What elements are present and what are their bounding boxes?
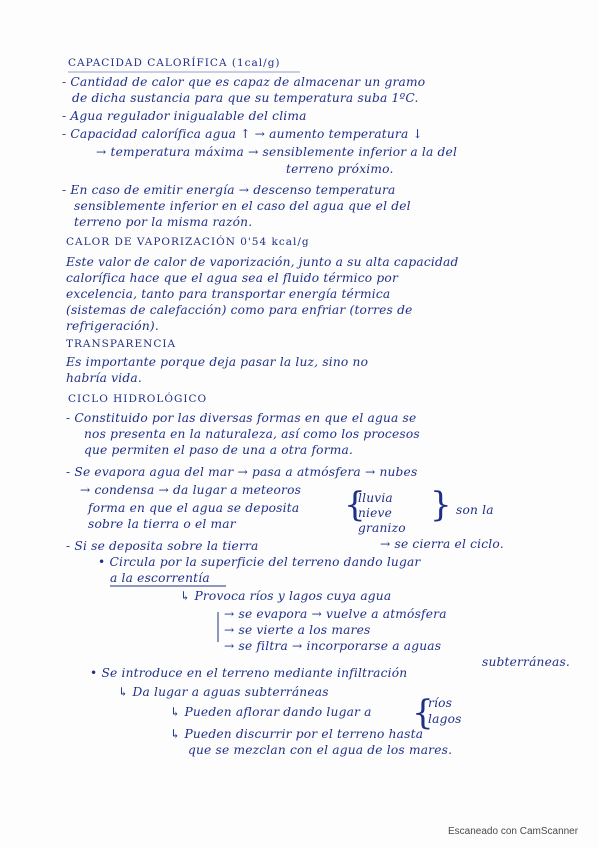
brace-icon: { [344, 485, 366, 525]
note-line: nos presenta en la naturaleza, así como los procesos [84, 427, 420, 441]
note-line: → se vierte a los mares [224, 623, 371, 637]
note-line: - Constituido por las diversas formas en que el agua se [66, 411, 417, 425]
note-line: → se filtra → incorporarse a aguas [224, 639, 442, 653]
note-line: (sistemas de calefacción) como para enfriar (torres de [66, 303, 413, 317]
note-line: ↳ Provoca ríos y lagos cuya agua [180, 589, 392, 603]
note-line: excelencia, tanto para transportar energía térmica [66, 287, 391, 301]
brace-close-icon: } [430, 485, 452, 525]
note-line: terreno próximo. [286, 162, 394, 176]
note-line: son la [456, 503, 494, 517]
note-line: sensiblemente inferior en el caso del agua que el del [74, 199, 411, 213]
section-title-transparencia: TRANSPARENCIA [66, 338, 177, 350]
note-line: ↳ Pueden discurrir por el terreno hasta [170, 727, 424, 741]
note-line: - Capacidad calorífica agua ↑ → aumento temperatura ↓ [62, 127, 423, 141]
meteoro-item: lluvia [358, 491, 393, 505]
note-line: ↳ Da lugar a aguas subterráneas [118, 685, 329, 699]
section-title-capacidad-calorifica: CAPACIDAD CALORÍFICA (1cal/g) [68, 57, 281, 69]
note-line: • Se introduce en el terreno mediante infiltración [90, 666, 408, 680]
note-line: de dicha sustancia para que su temperatura suba 1ºC. [72, 91, 419, 105]
brace-icon: { [412, 693, 434, 733]
note-line: calorífica hace que el agua sea el fluido térmico por [66, 271, 398, 285]
escorrentia-text: a la escorrentía [110, 571, 210, 585]
afloramiento-item: lagos [428, 712, 462, 726]
note-line: que se mezclan con el agua de los mares. [188, 743, 453, 757]
note-line: refrigeración). [66, 319, 159, 333]
note-line: → se evapora → vuelve a atmósfera [224, 607, 447, 621]
note-line: → temperatura máxima → sensiblemente inferior a la del [96, 145, 458, 159]
note-line: forma en que el agua se deposita [88, 501, 300, 515]
note-line: subterráneas. [482, 655, 570, 669]
note-line: Este valor de calor de vaporización, junto a su alta capacidad [66, 255, 459, 269]
note-line: que permiten el paso de una a otra forma. [84, 443, 354, 457]
note-line: - Agua regulador inigualable del clima [62, 109, 307, 123]
note-line: terreno por la misma razón. [74, 215, 253, 229]
afloramiento-item: ríos [428, 696, 453, 710]
note-line: → se cierra el ciclo. [380, 537, 504, 551]
note-line: - Se evapora agua del mar → pasa a atmósfera → nubes [66, 465, 418, 479]
note-line: - Cantidad de calor que es capaz de almacenar un gramo [62, 75, 426, 89]
note-line: → condensa → da lugar a meteoros [80, 483, 302, 497]
note-line: sobre la tierra o el mar [88, 517, 236, 531]
meteoro-item: nieve [358, 506, 393, 520]
section-title-ciclo-hidrologico: CICLO HIDROLÓGICO [68, 393, 208, 405]
scanner-watermark: Escaneado con CamScanner [448, 826, 579, 837]
note-line: - Si se deposita sobre la tierra [66, 539, 259, 553]
meteoro-item: granizo [358, 521, 406, 535]
note-line [110, 572, 210, 584]
note-line: ↳ Pueden aflorar dando lugar a [170, 705, 372, 719]
note-line: habría vida. [66, 371, 142, 385]
section-title-calor-vaporizacion: CALOR DE VAPORIZACIÓN 0'54 kcal/g [66, 236, 310, 248]
note-line: Es importante porque deja pasar la luz, sino no [66, 355, 369, 369]
note-line: - En caso de emitir energía → descenso temperatura [62, 183, 396, 197]
note-line: • Circula por la superficie del terreno dando lugar [98, 555, 421, 569]
